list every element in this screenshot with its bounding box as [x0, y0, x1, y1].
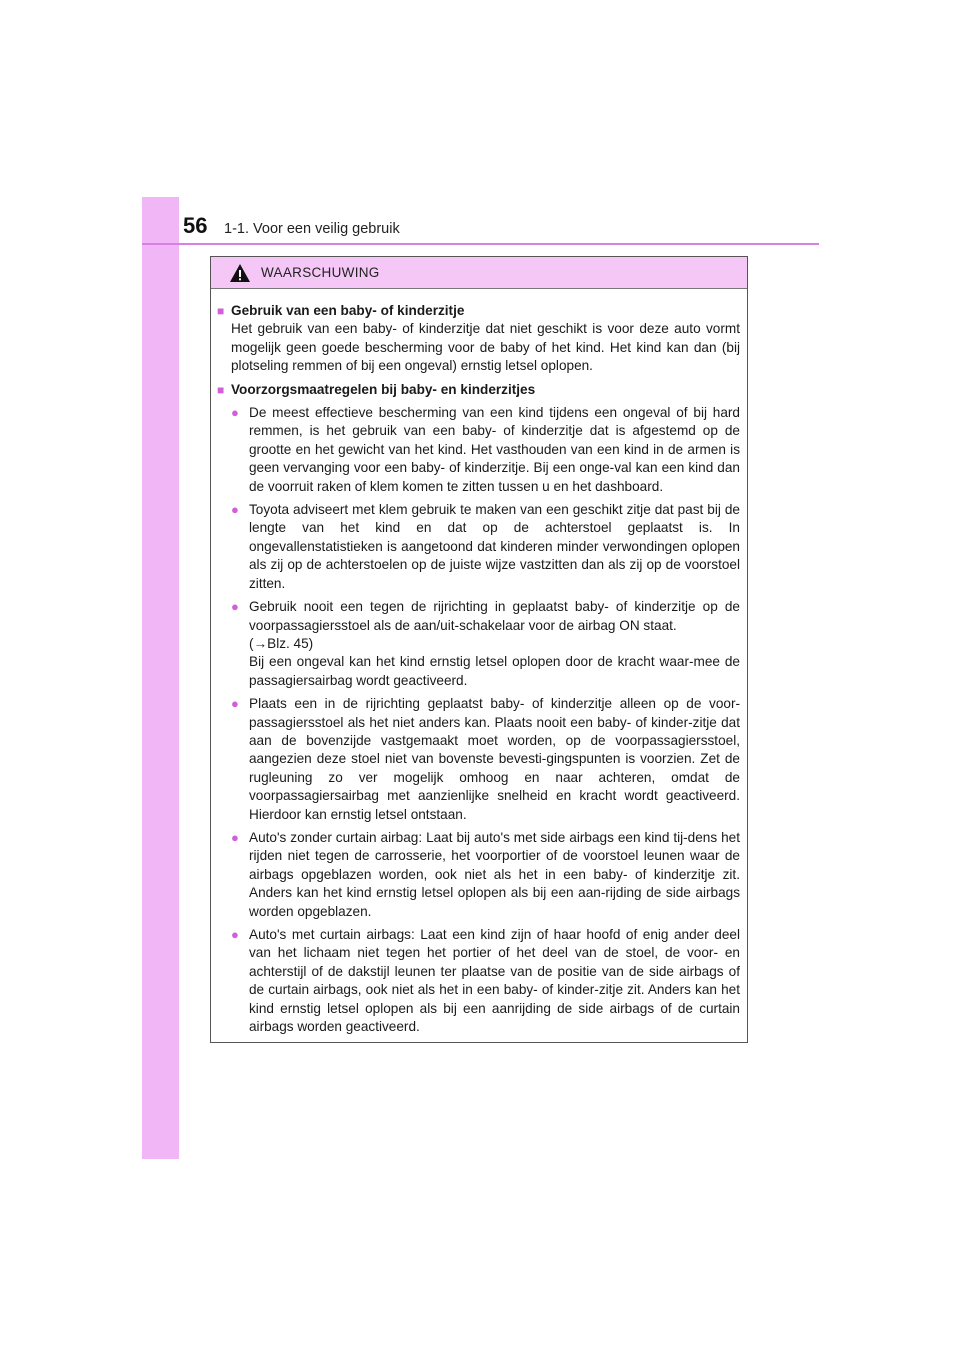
bullet-circle-icon: ● — [231, 696, 239, 712]
bullet-item — [217, 598, 740, 690]
bullet-text: De meest effectieve bescherming van een kind tijdens een ongeval of bij hard remmen, is het gebruik van een baby- of kinderzitje dat is afgestemd op de grootte en het gewicht van het kind. Het vasthouden van een kind in de armen is geen vervanging voor een baby- of kinderzitje. Bij een onge-val kan een kind dan de voorruit raken of klem komen te zitten tussen u en het dashboard. — [249, 405, 740, 494]
bullet-circle-icon: ● — [231, 927, 239, 942]
square-icon: ■ — [217, 382, 225, 397]
bullet-text: Toyota adviseert met klem gebruik te maken van een geschikt zitje dat past bij de lengte van het kind en dat op de achterstoel geplaatst is. In ongevallenstatistieken is aangetoond dat kinderen minder verwondingen oplopen als zij op de achterstoelen op de juiste wijze vastzitten dan als zij op de voorstoel zitten. — [249, 502, 740, 591]
page-reference: (→Blz. 45) — [249, 635, 314, 651]
page-number: 56 — [183, 213, 208, 238]
bullet-text: Auto's met curtain airbags: Laat een kind zijn of haar hoofd of enig ander deel van het lichaam niet tegen het portier of het deel van de stoel, de voor- en achterstijl of de dakstijl leunen ter plaatse van de positie van de side airbags of de curtain airbags, ook niet als het in een baby- of kinder-zitje zit. Anders kan het kind ernstig letsel oplopen als bij een aanrijding de side airbags of de curtain airbags worden geactiveerd. — [249, 927, 740, 1035]
section-heading — [217, 302, 740, 320]
warning-title: WAARSCHUWING — [261, 265, 380, 280]
section-heading — [217, 381, 740, 399]
warning-box — [210, 256, 748, 1043]
bullet-text: Plaats een in de rijrichting geplaatst baby- of kinderzitje alleen op de voor-passagiersstoel als het niet anders kan. Plaats nooit een baby- of kinder-zitje dat aan de bovenzijde vastgemaakt moet worden, op de voorpassagiersstoel, aangezien deze stoel niet van bovenste bevesti-gingspunten is voorzien. Zet de rugleuning zo ver mogelijk omhoog en naar achteren, omdat de voorpassagiersairbag met aanzienlijke snelheid en kracht wordt geactiveerd. Hierdoor kan ernstig letsel ontstaan. — [249, 696, 740, 822]
bullet-circle-icon: ● — [231, 405, 239, 421]
section-paragraph: Het gebruik van een baby- of kinderzitje dat niet geschikt is voor deze auto vormt mogelijk geen goede bescherming voor de baby of het kind. Het kind kan dan (bij plotseling remmen of bij een ongeval) ernstig letsel oplopen. — [231, 321, 740, 374]
bullet-circle-icon: ● — [231, 599, 239, 615]
bullet-item — [217, 695, 740, 824]
bullet-circle-icon: ● — [231, 502, 239, 518]
section-heading-text: Gebruik van een baby- of kinderzitje — [231, 303, 465, 318]
bullet-circle-icon: ● — [231, 829, 239, 845]
section-heading-text: Voorzorgsmaatregelen bij baby- en kinderzitjes — [231, 381, 536, 397]
bullet-text-group — [249, 598, 740, 690]
warning-header — [211, 257, 747, 289]
side-tab-strip — [142, 197, 179, 1159]
bullet-text: Gebruik nooit een tegen de rijrichting in geplaatst baby- of kinderzitje op de voorpassagiersstoel als de aan/uit-schakelaar voor de airbag ON staat. — [249, 599, 740, 633]
bullet-item — [217, 501, 740, 593]
bullet-item — [217, 404, 740, 496]
header-rule — [142, 243, 819, 245]
warning-body — [211, 289, 747, 1036]
bullet-item — [217, 926, 740, 1036]
bullet-text: Auto's zonder curtain airbag: Laat bij auto's met side airbags een kind tij-dens het rijden niet tegen de carrosserie, het voorportier of de voorstoel leunen waar de airbags opgeblazen worden, ook niet als het in een baby- of kinderzitje zit. Anders kan het kind ernstig letsel oplopen als bij een aan-rijding de side airbags worden opgeblazen. — [249, 829, 740, 919]
square-icon: ■ — [217, 304, 225, 318]
bullet-extra-text: Bij een ongeval kan het kind ernstig letsel oplopen door de kracht waar-mee de passagiersairbag wordt geactiveerd. — [249, 654, 740, 688]
warning-triangle-icon — [229, 263, 251, 283]
section-title: 1-1. Voor een veilig gebruik — [224, 221, 400, 237]
bullet-item — [217, 829, 740, 921]
